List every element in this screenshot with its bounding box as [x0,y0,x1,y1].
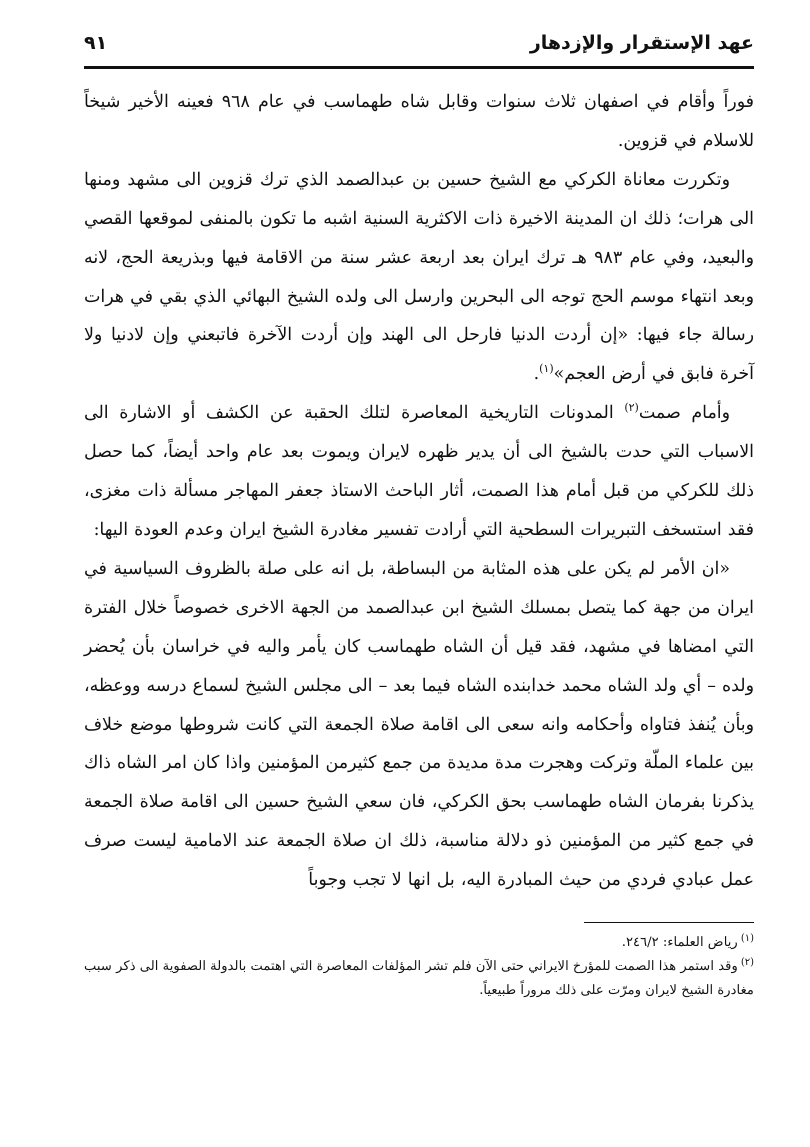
footnote-text: رياض العلماء: ٢٤٦/٢. [621,935,738,951]
footnote-1 [84,931,754,955]
paragraph-text: «ان الأمر لم يكن على هذه المثابة من البساطة، بل انه على صلة بالظروف السياسية في ايران من جهة كما يتصل بمسلك الشيخ ابن عبدالصمد من الجهة الاخرى خصوصاً خلال الفترة التي امضاها في مشهد، فقد قيل أن الشاه طهماسب كان يأمر واليه في خراسان بأن يُحضر ولده – أي ولد الشاه محمد خدابنده الشاه فيما بعد – الى مجلس الشيخ لسماع درسه ووعظه، وبأن يُنفذ فتاواه وأحكامه وانه سعى الى اقامة صلاة الجمعة التي كانت شروطها موضع خلاف بين علماء الملّة وتركت وهجرت مدة مديدة من جمع كثيرمن المؤمنين واذا كان امر الشاه ذاك يذكرنا بفرمان الشاه طهماسب بحق الكركي، فان سعي الشيخ حسين الى اقامة صلاة الجمعة في جمع كثير من المؤمنين ذو دلالة مناسبة، ذلك ان صلاة الجمعة عند الامامية ليست صرف عمل عبادي فردي من حيث المبادرة اليه، بل انها لا تجب وجوباً [84,558,754,891]
footnote-marker: (١) [740,932,754,944]
paragraph-historical-silence [84,394,754,550]
paragraph-text: وأمام صمت [638,403,730,424]
header-rule [84,66,754,69]
paragraph-text-end: . [533,364,540,385]
footnote-text: وقد استمر هذا الصمت للمؤرخ الايراني حتى الآن فلم تشر المؤلفات المعاصرة التي اهتمت بالدولة الصفوية الى ذكر سبب مغادرة الشيخ لايران ومرّت على ذلك مروراً طبيعياً. [83,959,754,999]
page-number: ٩١ [84,32,108,54]
paragraph-text-end: المدونات التاريخية المعاصرة لتلك الحقبة عن الكشف أو الاشارة الى الاسباب التي حدت بالشيخ الى أن يدير ظهره لايران ويموت بعد عام واحد أيضاً، كما حصل ذلك للكركي من قبل أمام هذا الصمت، أثار الباحث الاستاذ جعفر المهاجر مسألة ذات مغزى، فقد استسخف التبريرات السطحية التي أرادت تفسير مغادرة الشيخ ايران وعدم العودة اليها: [84,403,754,540]
paragraph-text: فوراً وأقام في اصفهان ثلاث سنوات وقابل شاه طهماسب في عام ٩٦٨ فعينه الأخير شيخاً للاسلام في قزوين. [84,92,754,151]
footnote-reference-2: (٢) [624,401,639,415]
footnote-reference-1: (١) [539,362,554,376]
footnotes [84,931,754,1003]
paragraph-text: وتكررت معاناة الكركي مع الشيخ حسين بن عبدالصمد الذي ترك قزوين الى مشهد ومنها الى هرات؛ ذلك ان المدينة الاخيرة ذات الاكثرية السنية اشبه ما تكون بالمنفى لموقعها القصي والبعيد، وفي عام ٩٨٣ هـ ترك ايران بعد اربعة عشر سنة من الاقامة فيها وبذريعة الحج، لانه وبعد انتهاء موسم الحج توجه الى البحرين وارسل الى ولده الشيخ البهائي الذي بقي في هرات رسالة جاء فيها: «إن أردت الدنيا فارحل الى الهند وإن أردت الآخرة فاتبعني وإن لادنيا ولا آخرة فابق في أرض العجم» [84,169,754,385]
paragraph-karaki-hardship [84,161,754,394]
paragraph-continuation [84,83,754,161]
body-text [84,83,754,900]
running-header [84,22,754,62]
footnote-marker: (٢) [740,956,754,968]
paragraph-quotation [84,550,754,900]
book-page [84,22,754,1122]
footnote-2 [84,955,754,1003]
footnote-separator [584,922,754,923]
chapter-title: عهد الإستقرار والإزدهار [529,32,754,54]
